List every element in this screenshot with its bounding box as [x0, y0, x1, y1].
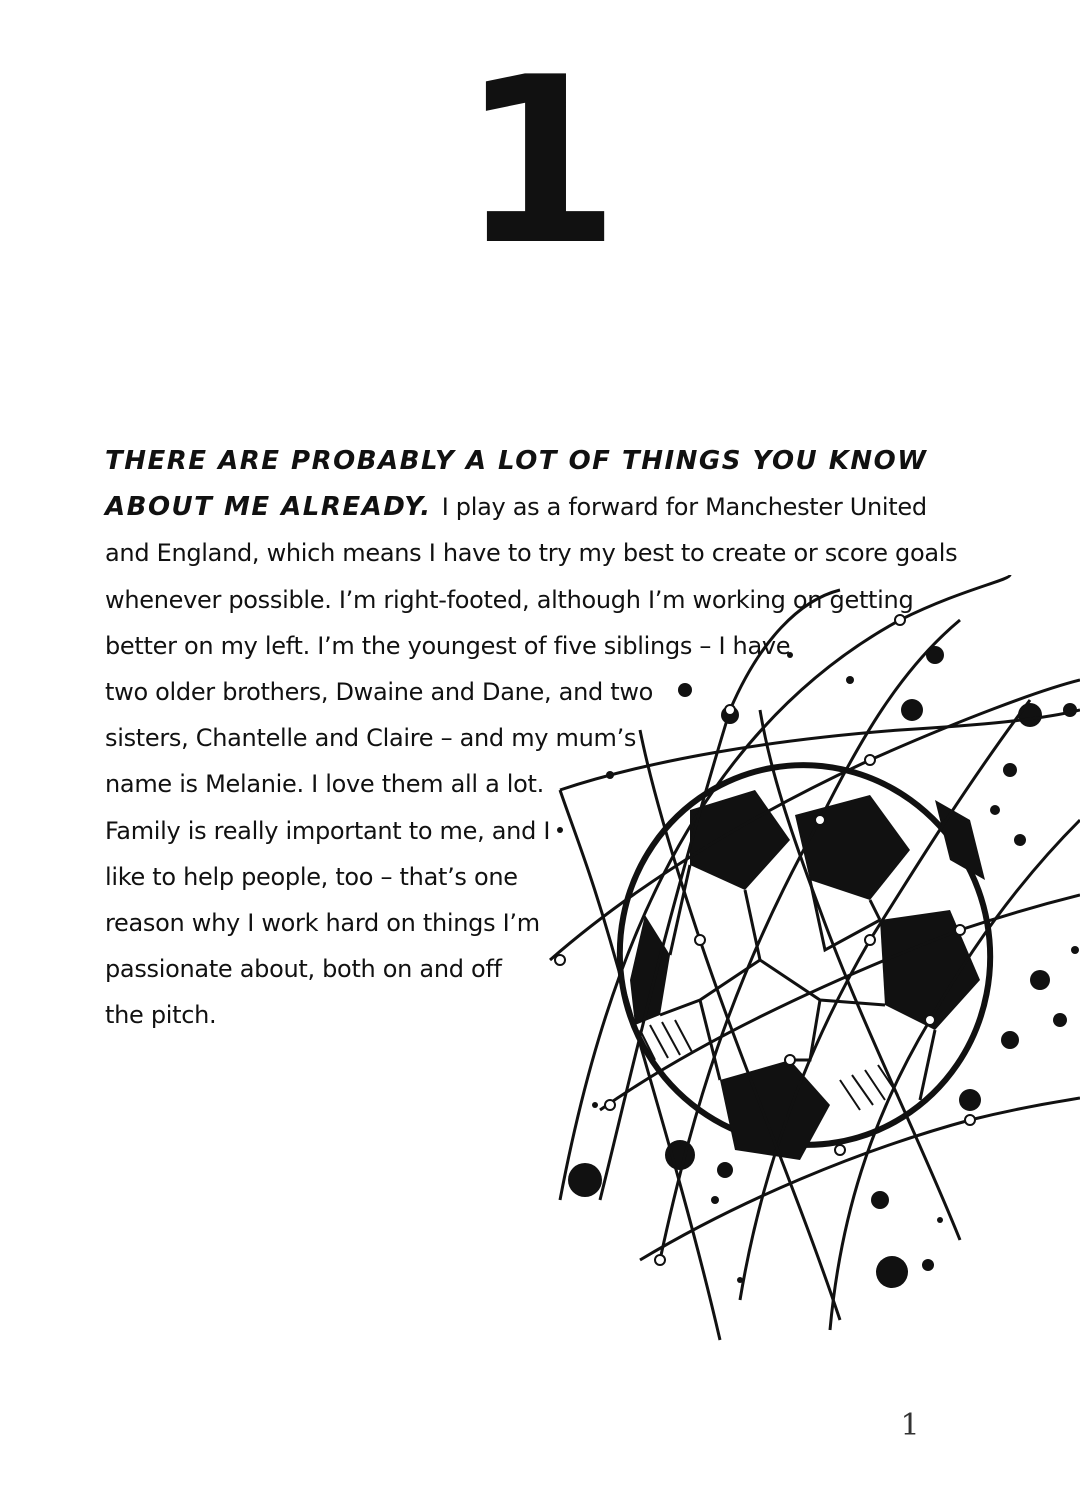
- line-text: sisters, Chantelle and Claire – and my mum’s: [105, 724, 637, 753]
- text-line: [105, 438, 928, 484]
- text-line: [105, 623, 905, 669]
- text-line: [105, 669, 905, 715]
- text-line: [105, 992, 905, 1038]
- line-text: passionate about, both on and off: [105, 955, 502, 984]
- text-line: [105, 577, 914, 623]
- text-line: [105, 900, 905, 946]
- line-text: like to help people, too – that’s one: [105, 862, 518, 891]
- line-text: I play as a forward for Manchester United: [441, 493, 927, 522]
- text-line: [105, 808, 905, 854]
- chapter-body: [105, 438, 958, 1038]
- text-line: [105, 854, 905, 900]
- line-text: better on my left. I’m the youngest of five siblings – I have: [105, 631, 791, 660]
- line-text: two older brothers, Dwaine and Dane, and two: [105, 677, 654, 706]
- text-line: [105, 484, 927, 530]
- lead-in-heading: ABOUT ME ALREADY.: [105, 492, 432, 523]
- text-line: [105, 530, 958, 576]
- chapter-number: 1: [459, 29, 621, 296]
- lead-in-heading: THERE ARE PROBABLY A LOT OF THINGS YOU KNOW: [105, 446, 928, 476]
- line-text: the pitch.: [105, 1001, 217, 1030]
- text-line: [105, 761, 905, 807]
- line-text: reason why I work hard on things I’m: [105, 908, 540, 937]
- line-text: Family is really important to me, and I: [105, 816, 551, 845]
- line-text: and England, which means I have to try my best to create or score goals: [105, 539, 958, 568]
- page-number: 1: [900, 1408, 920, 1443]
- text-line: [105, 715, 905, 761]
- line-text: name is Melanie. I love them all a lot.: [105, 770, 544, 799]
- line-text: whenever possible. I’m right-footed, although I’m working on getting: [105, 585, 914, 614]
- text-line: [105, 946, 905, 992]
